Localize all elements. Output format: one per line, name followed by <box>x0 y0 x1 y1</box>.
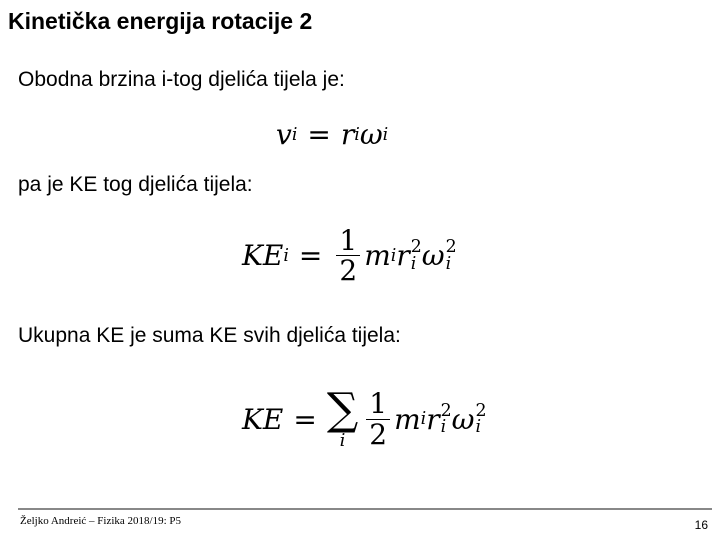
eq2-ke-sub: i <box>283 245 289 266</box>
eq2-r-scripts <box>411 239 422 272</box>
paragraph-tangential-speed: Obodna brzina i-tog djelića tijela je: <box>18 68 345 91</box>
footer-author: Željko Andreić – Fizika 2018/19: P5 <box>20 515 182 527</box>
eq3-numerator: 1 <box>366 389 390 419</box>
eq3-r-sup: 2 <box>440 400 452 421</box>
paragraph-total-ke: Ukupna KE je suma KE svih djelića tijela: <box>18 324 401 347</box>
eq2-r-sup: 2 <box>410 237 422 258</box>
eq1-omega-sub: i <box>382 124 389 145</box>
eq2-omega-sup: 2 <box>445 237 457 258</box>
eq1-r: r <box>340 118 355 151</box>
eq2-equals: = <box>298 239 323 273</box>
eq3-omega-sub: i <box>475 417 482 437</box>
paragraph-element-ke: pa je KE tog djelića tijela: <box>18 173 253 196</box>
eq3-summation <box>326 384 359 451</box>
eq2-omega-scripts <box>446 239 457 272</box>
eq1-equals: = <box>307 118 331 151</box>
eq3-equals: = <box>293 402 317 436</box>
footer-divider <box>18 508 712 510</box>
eq2-m: m <box>364 239 391 273</box>
eq2-omega-sub: i <box>445 253 452 274</box>
eq2-numerator: 1 <box>336 226 360 256</box>
sigma-icon: ∑ <box>326 384 359 435</box>
eq3-omega-scripts <box>475 400 487 437</box>
eq3-m-sub: i <box>420 409 427 429</box>
equation-element-ke <box>242 226 457 286</box>
equation-tangential-speed <box>276 118 388 151</box>
eq2-r-sub: i <box>410 253 417 274</box>
eq3-omega-sup: 2 <box>475 400 487 421</box>
eq1-v-sub: i <box>291 124 298 145</box>
eq3-ke: KE <box>242 402 284 436</box>
eq1-r-sub: i <box>354 124 360 145</box>
eq3-m: m <box>394 402 421 436</box>
eq2-fraction <box>336 226 360 286</box>
eq3-r-scripts <box>440 400 452 437</box>
page-number: 16 <box>694 518 708 532</box>
eq2-r: r <box>396 239 410 273</box>
eq2-denominator: 2 <box>339 254 358 288</box>
eq2-ke: KE <box>242 239 284 273</box>
slide-title: Kinetička energija rotacije 2 <box>8 8 313 34</box>
eq1-omega: ω <box>359 118 383 151</box>
eq2-omega: ω <box>421 239 445 273</box>
eq1-v: v <box>276 118 292 151</box>
eq3-denominator: 2 <box>369 417 388 451</box>
eq3-omega: ω <box>451 402 475 436</box>
eq3-r-sub: i <box>440 417 447 437</box>
eq3-r: r <box>426 402 440 436</box>
eq2-m-sub: i <box>390 245 397 266</box>
eq3-fraction <box>366 389 390 449</box>
eq3-sum-index: i <box>339 430 346 451</box>
equation-total-ke <box>242 384 487 451</box>
